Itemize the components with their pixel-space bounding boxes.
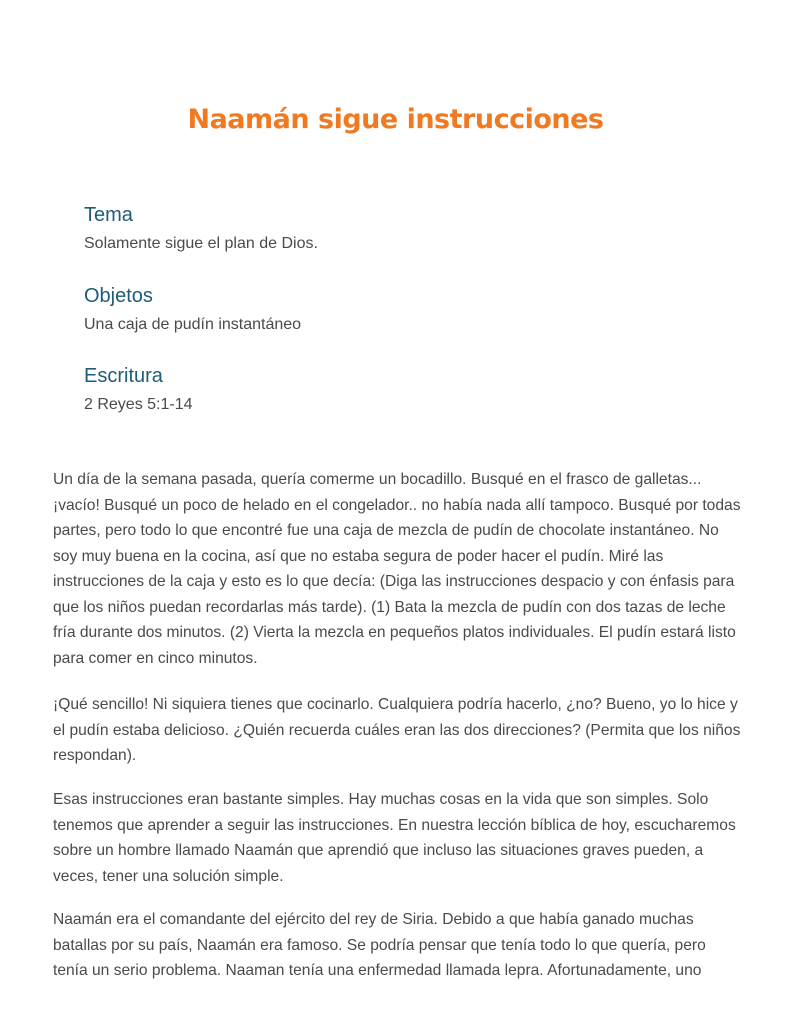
page-title: Naamán sigue instrucciones [187,104,604,135]
scripture-heading: Escritura [84,365,163,387]
theme-heading: Tema [84,204,133,226]
objects-value: Una caja de pudín instantáneo [84,316,302,333]
paragraph-intro: Un día de la semana pasada, quería comerme un bocadillo. Busqué en el frasco de galletas... ¡vacío! Busqué un poco de helado en el congelador.. no había nada allí tampoco. Busqué por todas partes, pero todo lo que encontré fue una caja de mezcla de pudín de chocolate instantáneo. No soy muy buena en la cocina, así que no estaba segura de poder hacer el pudín. Miré las instrucciones de la caja y esto es lo que decía: (Diga las instrucciones despacio y con énfasis para que los niños puedan recordarlas más tarde). (1) Bata la mezcla de pudín con dos tazas de leche fría durante dos minutos. (2) Vierta la mezcla en pequeños platos individuales. El pudín estará listo para comer en cinco minutos. [53,471,741,667]
paragraph-naaman: Naamán era el comandante del ejército del rey de Siria. Debido a que había ganado muchas batallas por su país, Naamán era famoso. Se podría pensar que tenía todo lo que quería, pero tenía un serio problema. Naaman tenía una enfermedad llamada lepra. Afortunadamente, uno [53,911,706,979]
objects-heading: Objetos [84,285,153,307]
scripture-value: 2 Reyes 5:1-14 [84,396,193,413]
scripture-section [84,364,724,416]
paragraph-question: ¡Qué sencillo! Ni siquiera tienes que cocinarlo. Cualquiera podría hacerlo, ¿no? Bueno, yo lo hice y el pudín estaba delicioso. ¿Quién recuerda cuáles eran las dos direcciones? (Permita que los niños respondan). [53,696,741,764]
theme-section [84,203,724,255]
objects-section [84,284,724,336]
paragraph-lesson: Esas instrucciones eran bastante simples. Hay muchas cosas en la vida que son simples. Solo tenemos que aprender a seguir las instrucciones. En nuestra lección bíblica de hoy, escucharemos sobre un hombre llamado Naamán que aprendió que incluso las situaciones graves pueden, a veces, tener una solución simple. [53,791,736,885]
theme-value: Solamente sigue el plan de Dios. [84,235,318,252]
